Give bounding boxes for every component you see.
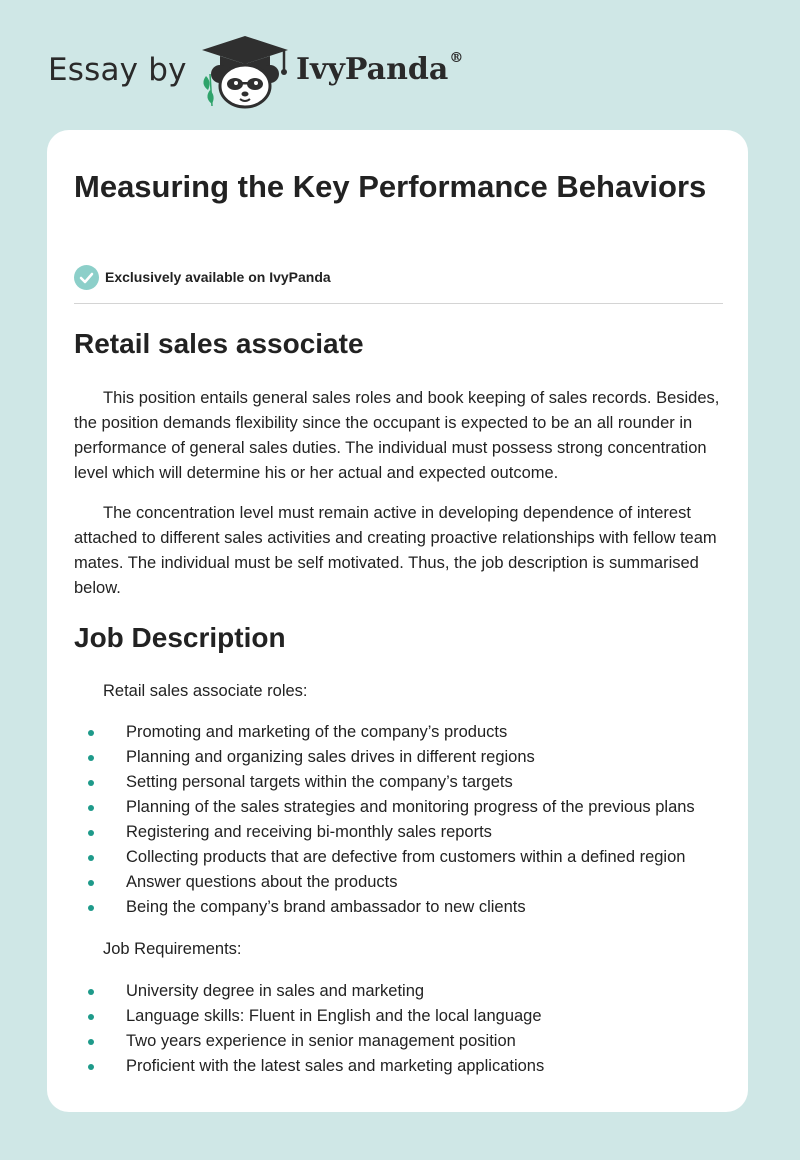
bullet-dot-icon: [88, 905, 94, 911]
bullet-dot-icon: [88, 989, 94, 995]
requirements-list: [74, 979, 724, 1079]
requirements-intro: Job Requirements:: [103, 940, 242, 958]
bullet-dot-icon: [88, 780, 94, 786]
list-item: [74, 1054, 724, 1079]
article-title: Measuring the Key Performance Behaviors: [74, 169, 707, 204]
bullet-dot-icon: [88, 880, 94, 886]
badge-text: Exclusively available on IvyPanda: [105, 269, 331, 285]
bullet-dot-icon: [88, 855, 94, 861]
list-item-text: Planning of the sales strategies and monitoring progress of the previous plans: [126, 798, 695, 816]
list-item-text: Two years experience in senior management position: [126, 1032, 516, 1050]
list-item-text: Setting personal targets within the company’s targets: [126, 773, 513, 791]
bullet-dot-icon: [88, 1064, 94, 1070]
brand-text: IvyPanda: [296, 52, 449, 87]
list-item-text: Answer questions about the products: [126, 873, 398, 891]
list-item: [74, 745, 724, 770]
paragraph-2: The concentration level must remain active in developing dependence of interest attached to different sales activities and creating proactive relationships with fellow team mates. The individual must be self motivated. Thus, the job description is summarised below.: [74, 504, 717, 597]
bullet-dot-icon: [88, 730, 94, 736]
registered-mark: ®: [449, 50, 464, 66]
bullet-dot-icon: [88, 755, 94, 761]
paragraph-1: This position entails general sales roles and book keeping of sales records. Besides, the position demands flexibility since the occupant is expected to be an all rounder in performance of general sales duties. The individual must possess strong concentration level which will determine his or her actual and expected outcome.: [74, 389, 720, 482]
list-item-text: Collecting products that are defective from customers within a defined region: [126, 848, 686, 866]
list-item-text: Promoting and marketing of the company’s products: [126, 723, 508, 741]
list-item: [74, 770, 724, 795]
list-item: [74, 870, 724, 895]
list-item: [74, 720, 724, 745]
list-item-text: Proficient with the latest sales and marketing applications: [126, 1057, 545, 1075]
article-card: [47, 130, 748, 1112]
check-circle-icon: [74, 265, 99, 290]
bullet-dot-icon: [88, 805, 94, 811]
list-item: [74, 845, 724, 870]
section-heading-retail: Retail sales associate: [74, 328, 364, 359]
essay-by-label: Essay by: [48, 52, 187, 88]
list-item: [74, 1029, 724, 1054]
exclusive-badge: [74, 264, 331, 290]
roles-intro: Retail sales associate roles:: [103, 682, 308, 700]
list-item: [74, 795, 724, 820]
list-item: [74, 1004, 724, 1029]
bullet-dot-icon: [88, 1014, 94, 1020]
brand-name[interactable]: [296, 52, 463, 87]
bullet-dot-icon: [88, 1039, 94, 1045]
divider: [74, 303, 723, 304]
list-item-text: Registering and receiving bi-monthly sales reports: [126, 823, 492, 841]
list-item: [74, 895, 724, 920]
ivypanda-logo-icon[interactable]: [198, 34, 293, 109]
site-header: [0, 0, 800, 130]
bullet-dot-icon: [88, 830, 94, 836]
list-item-text: Language skills: Fluent in English and the local language: [126, 1007, 542, 1025]
list-item: [74, 820, 724, 845]
list-item-text: University degree in sales and marketing: [126, 982, 425, 1000]
roles-list: [74, 720, 724, 920]
list-item-text: Planning and organizing sales drives in different regions: [126, 748, 535, 766]
section-heading-job-description: Job Description: [74, 622, 286, 653]
list-item-text: Being the company’s brand ambassador to new clients: [126, 898, 526, 916]
list-item: [74, 979, 724, 1004]
